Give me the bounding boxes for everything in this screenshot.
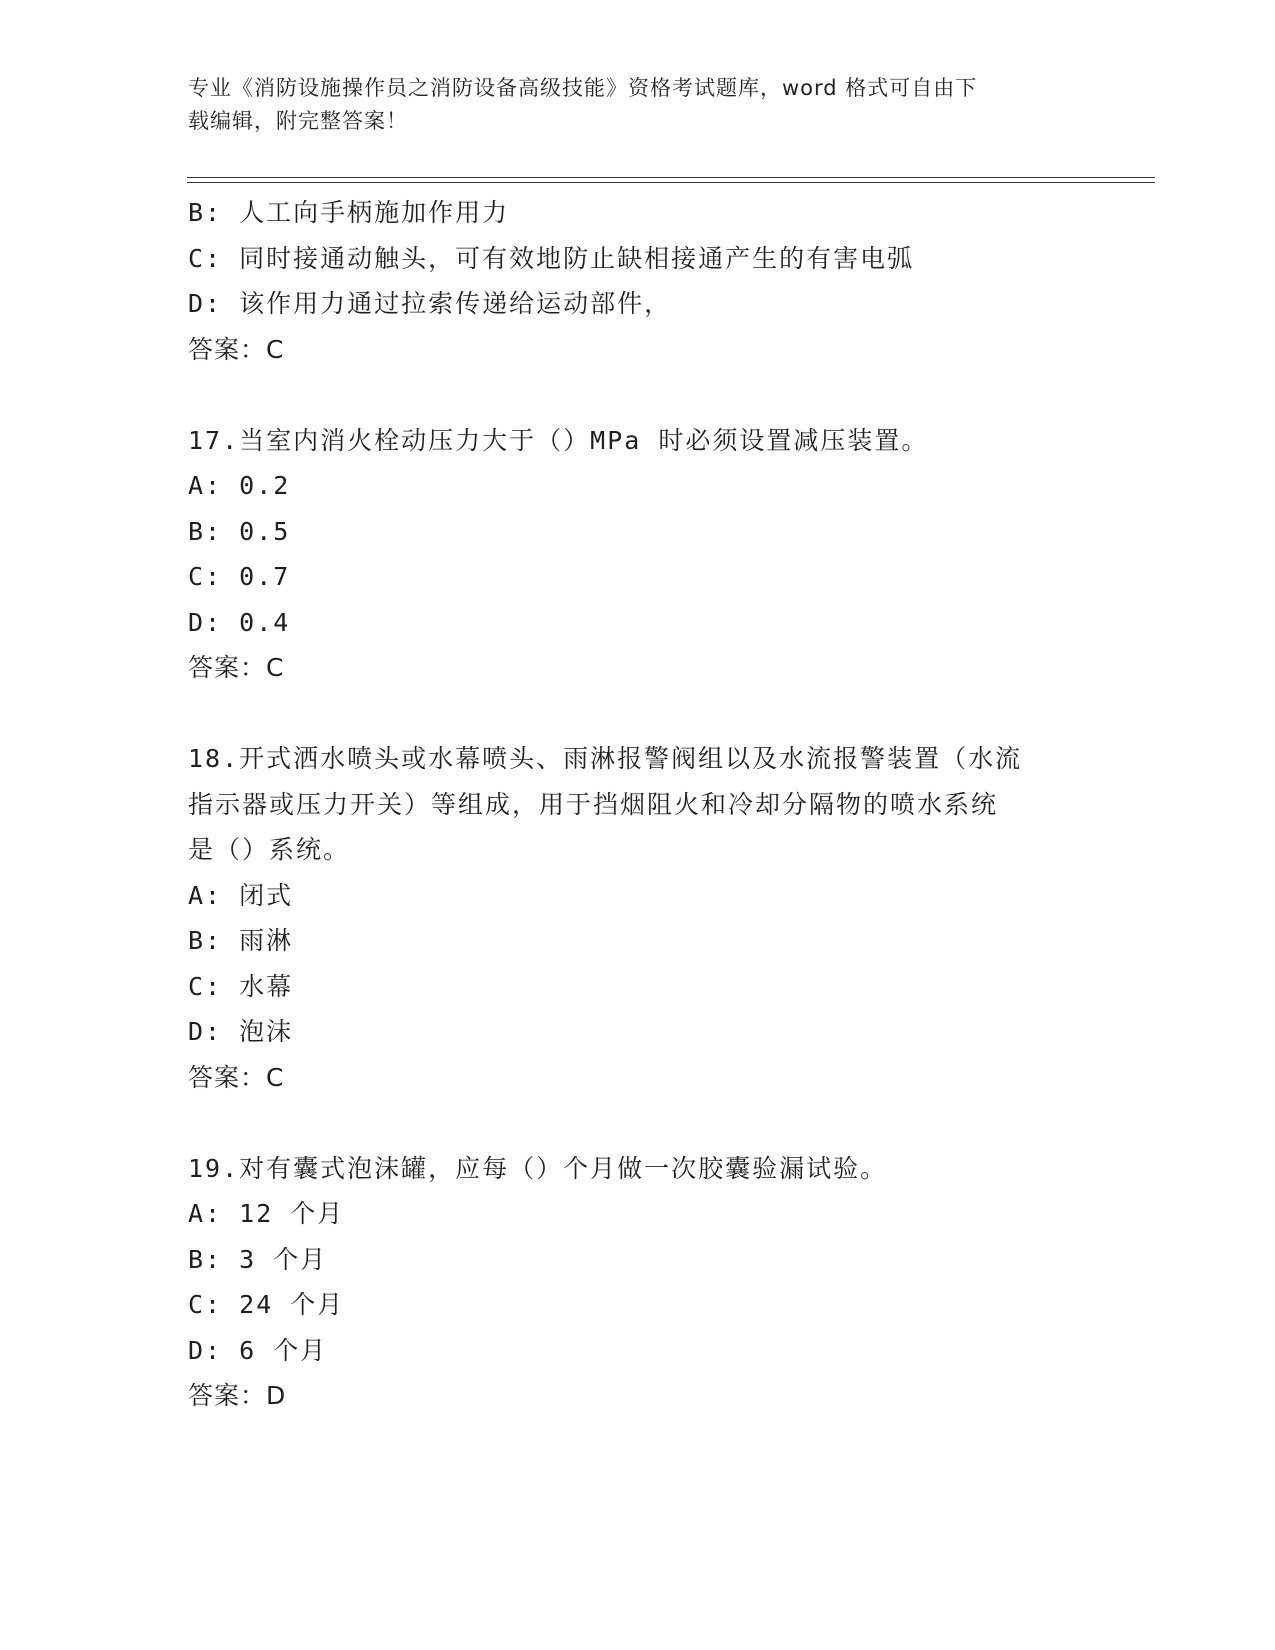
- question-text-line-1: 18.开式洒水喷头或水幕喷头、雨淋报警阀组以及水流报警装置（水流: [188, 744, 1023, 773]
- option-c: C: 水幕: [188, 971, 294, 1001]
- answer-line: 答案：C: [188, 334, 285, 364]
- question-gap: [188, 691, 1088, 737]
- answer-line: 答案：C: [188, 653, 285, 682]
- header-divider-bottom: [187, 182, 1155, 183]
- header-divider-top: [187, 177, 1155, 178]
- question-text: 17.当室内消火栓动压力大于（）MPa 时必须设置减压装置。: [188, 425, 929, 455]
- question-text: 19.对有囊式泡沫罐，应每（）个月做一次胶囊验漏试验。: [188, 1153, 888, 1183]
- header-line-1: 专业《消防设施操作员之消防设备高级技能》资格考试题库，word 格式可自由下: [188, 76, 978, 100]
- answer-line: 答案：C: [188, 1062, 285, 1092]
- question-list: [188, 190, 1088, 1419]
- question-16-tail: [188, 190, 1088, 372]
- option-d: D: 6 个月: [188, 1335, 328, 1365]
- question-gap: [188, 372, 1088, 418]
- option-b: B: 3 个月: [188, 1244, 328, 1274]
- header-line-2: 载编辑，附完整答案！: [188, 109, 408, 133]
- document-header: [188, 72, 1088, 138]
- option-d: D: 该作用力通过拉索传递给运动部件，: [188, 289, 672, 318]
- option-b: B: 0.5: [188, 516, 291, 546]
- option-c: C: 24 个月: [188, 1290, 345, 1319]
- option-d: D: 泡沫: [188, 1017, 294, 1046]
- question-18: [188, 736, 1088, 1100]
- question-text-line-2: 指示器或压力开关）等组成，用于挡烟阻火和冷却分隔物的喷水系统: [188, 789, 999, 819]
- question-17: [188, 418, 1088, 691]
- option-a: A: 0.2: [188, 471, 291, 500]
- option-c: C: 同时接通动触头，可有效地防止缺相接通产生的有害电弧: [188, 243, 915, 273]
- question-text-line-3: 是（）系统。: [188, 835, 351, 864]
- option-a: A: 12 个月: [188, 1199, 345, 1228]
- question-gap: [188, 1100, 1088, 1146]
- option-c: C: 0.7: [188, 562, 291, 591]
- answer-line: 答案：D: [188, 1381, 287, 1410]
- option-b: B: 雨淋: [188, 926, 294, 955]
- option-b: B: 人工向手柄施加作用力: [188, 198, 510, 227]
- option-a: A: 闭式: [188, 880, 294, 910]
- option-d: D: 0.4: [188, 607, 291, 637]
- question-19: [188, 1146, 1088, 1419]
